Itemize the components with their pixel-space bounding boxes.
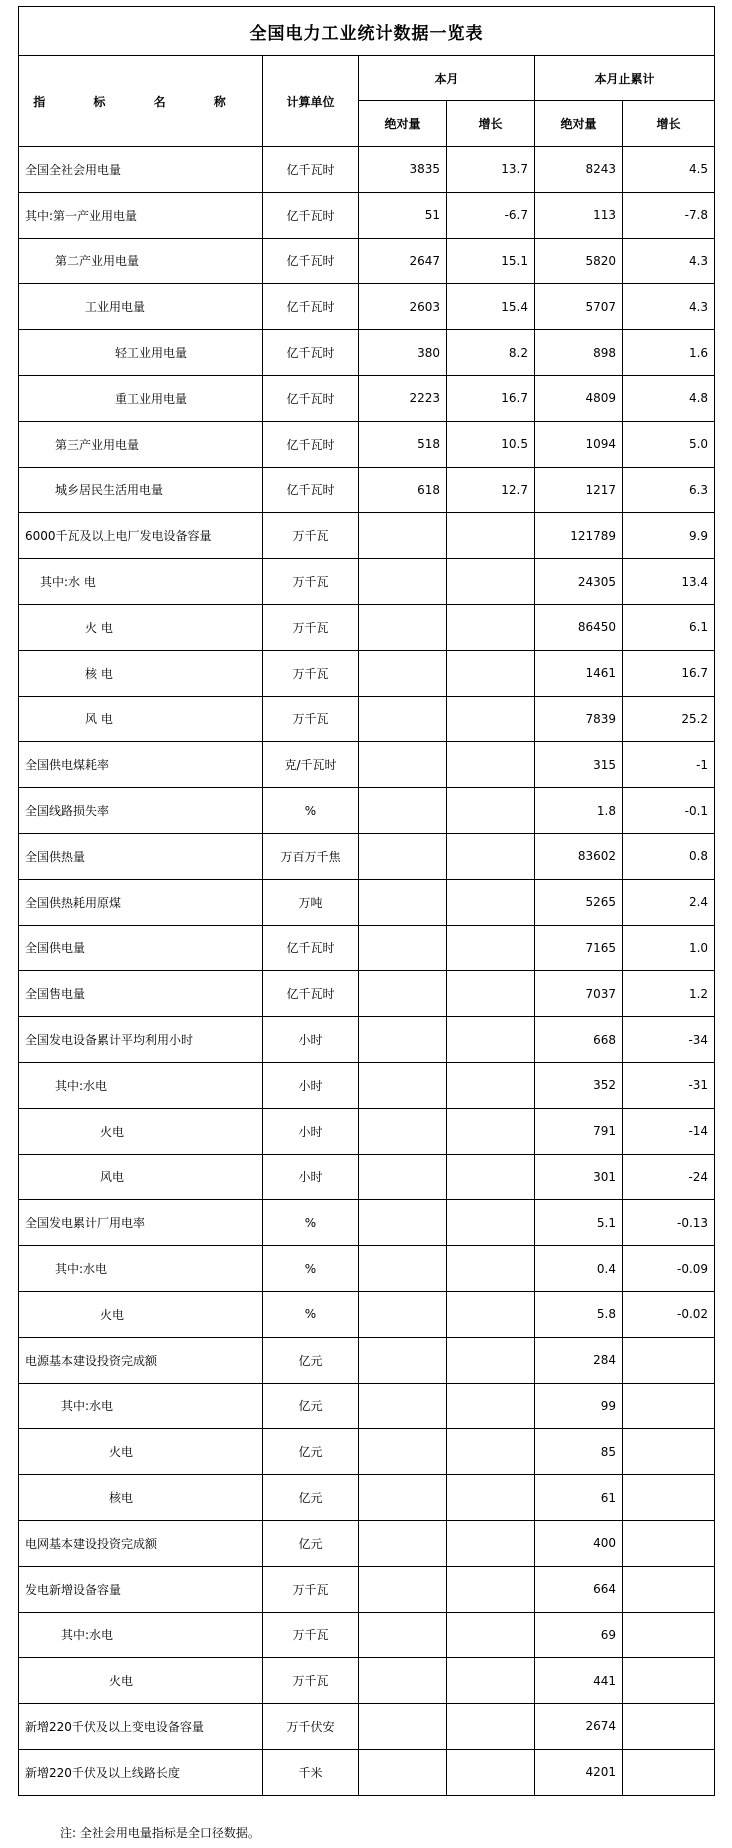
cumulative-growth-cell: [623, 1475, 715, 1521]
header-month-growth: 增长: [447, 101, 535, 147]
cumulative-growth-cell: 0.8: [623, 833, 715, 879]
cumulative-absolute-cell: 898: [535, 330, 623, 376]
month-absolute-cell: [359, 1200, 447, 1246]
month-growth-cell: [447, 1383, 535, 1429]
cumulative-absolute-cell: 668: [535, 1017, 623, 1063]
unit-cell: 小时: [263, 1154, 359, 1200]
indicator-name-cell: 火电: [19, 1658, 263, 1704]
month-growth-cell: [447, 1704, 535, 1750]
cumulative-growth-cell: -31: [623, 1062, 715, 1108]
unit-cell: 万千瓦: [263, 604, 359, 650]
unit-cell: 亿千瓦时: [263, 147, 359, 193]
header-unit: 计算单位: [263, 56, 359, 147]
table-row: [19, 833, 715, 879]
month-absolute-cell: 2603: [359, 284, 447, 330]
table-title: 全国电力工业统计数据一览表: [19, 7, 715, 56]
unit-cell: 亿千瓦时: [263, 192, 359, 238]
month-absolute-cell: [359, 513, 447, 559]
month-absolute-cell: [359, 788, 447, 834]
month-growth-cell: 15.1: [447, 238, 535, 284]
table-row: [19, 879, 715, 925]
indicator-name-cell: 全国供电量: [19, 925, 263, 971]
indicator-name-cell: 火电: [19, 1108, 263, 1154]
cumulative-growth-cell: 13.4: [623, 559, 715, 605]
unit-cell: 亿千瓦时: [263, 284, 359, 330]
cumulative-absolute-cell: 5.8: [535, 1291, 623, 1337]
month-absolute-cell: [359, 1062, 447, 1108]
month-absolute-cell: [359, 1383, 447, 1429]
table-row: [19, 1520, 715, 1566]
indicator-name-cell: 全国供热量: [19, 833, 263, 879]
unit-cell: 亿千瓦时: [263, 971, 359, 1017]
table-row: [19, 1658, 715, 1704]
month-growth-cell: [447, 1749, 535, 1795]
table-row: [19, 1246, 715, 1292]
indicator-name-cell: 核电: [19, 1475, 263, 1521]
unit-cell: 千米: [263, 1749, 359, 1795]
unit-cell: 万千瓦: [263, 1566, 359, 1612]
cumulative-growth-cell: 6.1: [623, 604, 715, 650]
cumulative-growth-cell: -14: [623, 1108, 715, 1154]
cumulative-absolute-cell: 85: [535, 1429, 623, 1475]
unit-cell: %: [263, 1200, 359, 1246]
table-row: [19, 375, 715, 421]
unit-cell: 小时: [263, 1017, 359, 1063]
month-absolute-cell: [359, 696, 447, 742]
cumulative-growth-cell: -0.13: [623, 1200, 715, 1246]
indicator-name-cell: 全国售电量: [19, 971, 263, 1017]
cumulative-growth-cell: -1: [623, 742, 715, 788]
indicator-name-cell: 其中:水电: [19, 1612, 263, 1658]
indicator-name-cell: 6000千瓦及以上电厂发电设备容量: [19, 513, 263, 559]
month-growth-cell: [447, 1200, 535, 1246]
indicator-name-cell: 其中:水 电: [19, 559, 263, 605]
table-row: [19, 925, 715, 971]
unit-cell: 万千瓦: [263, 1658, 359, 1704]
table-row: [19, 1475, 715, 1521]
cumulative-growth-cell: [623, 1337, 715, 1383]
month-absolute-cell: [359, 1429, 447, 1475]
cumulative-absolute-cell: 664: [535, 1566, 623, 1612]
table-row: [19, 513, 715, 559]
month-growth-cell: [447, 696, 535, 742]
month-growth-cell: 8.2: [447, 330, 535, 376]
month-absolute-cell: [359, 1337, 447, 1383]
month-absolute-cell: [359, 879, 447, 925]
table-row: [19, 1612, 715, 1658]
cumulative-absolute-cell: 24305: [535, 559, 623, 605]
unit-cell: 亿千瓦时: [263, 925, 359, 971]
indicator-name-cell: 轻工业用电量: [19, 330, 263, 376]
unit-cell: 亿千瓦时: [263, 375, 359, 421]
month-growth-cell: [447, 1429, 535, 1475]
month-growth-cell: [447, 925, 535, 971]
month-absolute-cell: [359, 742, 447, 788]
unit-cell: %: [263, 1291, 359, 1337]
indicator-name-cell: 其中:水电: [19, 1062, 263, 1108]
unit-cell: 万百万千焦: [263, 833, 359, 879]
cumulative-growth-cell: 5.0: [623, 421, 715, 467]
table-row: [19, 1062, 715, 1108]
table-row: [19, 788, 715, 834]
month-absolute-cell: 380: [359, 330, 447, 376]
unit-cell: 万千瓦: [263, 559, 359, 605]
month-absolute-cell: [359, 1520, 447, 1566]
cumulative-growth-cell: 2.4: [623, 879, 715, 925]
table-body: [19, 147, 715, 1796]
unit-cell: 亿千瓦时: [263, 421, 359, 467]
table-row: [19, 696, 715, 742]
table-row: [19, 559, 715, 605]
footnote: 注: 全社会用电量指标是全口径数据。: [60, 1826, 260, 1840]
cumulative-growth-cell: [623, 1520, 715, 1566]
indicator-name-cell: 火电: [19, 1429, 263, 1475]
month-growth-cell: [447, 742, 535, 788]
cumulative-absolute-cell: 86450: [535, 604, 623, 650]
month-growth-cell: [447, 833, 535, 879]
table-row: [19, 604, 715, 650]
table-row: [19, 1200, 715, 1246]
month-growth-cell: [447, 559, 535, 605]
month-growth-cell: [447, 604, 535, 650]
cumulative-growth-cell: [623, 1429, 715, 1475]
indicator-name-cell: 全国供热耗用原煤: [19, 879, 263, 925]
cumulative-absolute-cell: 5820: [535, 238, 623, 284]
cumulative-absolute-cell: 7165: [535, 925, 623, 971]
month-growth-cell: [447, 1246, 535, 1292]
table-row: [19, 650, 715, 696]
month-absolute-cell: [359, 1246, 447, 1292]
month-absolute-cell: 2223: [359, 375, 447, 421]
header-this-month: 本月: [359, 56, 535, 101]
cumulative-absolute-cell: 301: [535, 1154, 623, 1200]
unit-cell: 万千瓦: [263, 696, 359, 742]
month-growth-cell: [447, 788, 535, 834]
cumulative-absolute-cell: 99: [535, 1383, 623, 1429]
cumulative-growth-cell: -34: [623, 1017, 715, 1063]
month-growth-cell: [447, 1658, 535, 1704]
month-absolute-cell: [359, 1658, 447, 1704]
cumulative-absolute-cell: 0.4: [535, 1246, 623, 1292]
indicator-name-cell: 火电: [19, 1291, 263, 1337]
month-absolute-cell: [359, 1749, 447, 1795]
indicator-name-cell: 第三产业用电量: [19, 421, 263, 467]
unit-cell: 万千瓦: [263, 650, 359, 696]
month-growth-cell: -6.7: [447, 192, 535, 238]
cumulative-absolute-cell: 1094: [535, 421, 623, 467]
table-row: [19, 238, 715, 284]
month-absolute-cell: [359, 1612, 447, 1658]
cumulative-absolute-cell: 5265: [535, 879, 623, 925]
indicator-name-cell: 全国线路损失率: [19, 788, 263, 834]
cumulative-growth-cell: -7.8: [623, 192, 715, 238]
table-row: [19, 192, 715, 238]
month-growth-cell: [447, 1291, 535, 1337]
indicator-name-cell: 新增220千伏及以上变电设备容量: [19, 1704, 263, 1750]
cumulative-absolute-cell: 4201: [535, 1749, 623, 1795]
table-row: [19, 1108, 715, 1154]
cumulative-absolute-cell: 7037: [535, 971, 623, 1017]
month-growth-cell: [447, 1475, 535, 1521]
month-growth-cell: [447, 1612, 535, 1658]
cumulative-growth-cell: 6.3: [623, 467, 715, 513]
header-cumulative: 本月止累计: [535, 56, 715, 101]
table-row: [19, 1749, 715, 1795]
cumulative-growth-cell: [623, 1658, 715, 1704]
month-absolute-cell: [359, 650, 447, 696]
month-growth-cell: [447, 1337, 535, 1383]
indicator-name-cell: 电网基本建设投资完成额: [19, 1520, 263, 1566]
unit-cell: 万千伏安: [263, 1704, 359, 1750]
cumulative-absolute-cell: 400: [535, 1520, 623, 1566]
cumulative-growth-cell: 4.3: [623, 238, 715, 284]
table-row: [19, 1383, 715, 1429]
table-row: [19, 1704, 715, 1750]
month-growth-cell: [447, 971, 535, 1017]
cumulative-absolute-cell: 5.1: [535, 1200, 623, 1246]
unit-cell: 亿千瓦时: [263, 467, 359, 513]
month-absolute-cell: 618: [359, 467, 447, 513]
month-absolute-cell: 518: [359, 421, 447, 467]
table-row: [19, 971, 715, 1017]
month-growth-cell: [447, 1520, 535, 1566]
unit-cell: 亿元: [263, 1520, 359, 1566]
cumulative-growth-cell: -0.02: [623, 1291, 715, 1337]
cumulative-absolute-cell: 2674: [535, 1704, 623, 1750]
table-row: [19, 1566, 715, 1612]
indicator-name-cell: 其中:第一产业用电量: [19, 192, 263, 238]
cumulative-absolute-cell: 315: [535, 742, 623, 788]
cumulative-growth-cell: [623, 1612, 715, 1658]
cumulative-growth-cell: 4.8: [623, 375, 715, 421]
unit-cell: 亿元: [263, 1383, 359, 1429]
cumulative-absolute-cell: 8243: [535, 147, 623, 193]
unit-cell: 亿千瓦时: [263, 330, 359, 376]
month-growth-cell: 16.7: [447, 375, 535, 421]
unit-cell: 亿元: [263, 1475, 359, 1521]
cumulative-absolute-cell: 791: [535, 1108, 623, 1154]
cumulative-growth-cell: 1.0: [623, 925, 715, 971]
indicator-name-cell: 风 电: [19, 696, 263, 742]
header-cumulative-growth: 增长: [623, 101, 715, 147]
table-row: [19, 147, 715, 193]
indicator-name-cell: 新增220千伏及以上线路长度: [19, 1749, 263, 1795]
cumulative-growth-cell: -0.1: [623, 788, 715, 834]
month-absolute-cell: 3835: [359, 147, 447, 193]
cumulative-absolute-cell: 4809: [535, 375, 623, 421]
cumulative-growth-cell: 4.5: [623, 147, 715, 193]
cumulative-absolute-cell: 5707: [535, 284, 623, 330]
month-growth-cell: [447, 513, 535, 559]
unit-cell: 小时: [263, 1062, 359, 1108]
month-absolute-cell: [359, 971, 447, 1017]
cumulative-growth-cell: [623, 1749, 715, 1795]
unit-cell: 亿千瓦时: [263, 238, 359, 284]
table-row: [19, 1337, 715, 1383]
unit-cell: 万千瓦: [263, 513, 359, 559]
statistics-table: [18, 6, 715, 1796]
header-month-absolute: 绝对量: [359, 101, 447, 147]
indicator-name-cell: 全国发电设备累计平均利用小时: [19, 1017, 263, 1063]
month-absolute-cell: 2647: [359, 238, 447, 284]
indicator-name-cell: 工业用电量: [19, 284, 263, 330]
cumulative-growth-cell: 1.6: [623, 330, 715, 376]
indicator-name-cell: 电源基本建设投资完成额: [19, 1337, 263, 1383]
unit-cell: %: [263, 788, 359, 834]
month-absolute-cell: [359, 833, 447, 879]
month-growth-cell: [447, 879, 535, 925]
month-growth-cell: [447, 1017, 535, 1063]
indicator-name-cell: 发电新增设备容量: [19, 1566, 263, 1612]
cumulative-absolute-cell: 284: [535, 1337, 623, 1383]
indicator-name-cell: 第二产业用电量: [19, 238, 263, 284]
cumulative-growth-cell: 25.2: [623, 696, 715, 742]
cumulative-absolute-cell: 7839: [535, 696, 623, 742]
month-absolute-cell: 51: [359, 192, 447, 238]
month-growth-cell: [447, 1062, 535, 1108]
table-row: [19, 1429, 715, 1475]
month-absolute-cell: [359, 1108, 447, 1154]
table-row: [19, 1017, 715, 1063]
month-absolute-cell: [359, 604, 447, 650]
cumulative-absolute-cell: 69: [535, 1612, 623, 1658]
cumulative-growth-cell: [623, 1383, 715, 1429]
table-row: [19, 1291, 715, 1337]
month-growth-cell: 15.4: [447, 284, 535, 330]
indicator-name-cell: 城乡居民生活用电量: [19, 467, 263, 513]
indicator-name-cell: 风电: [19, 1154, 263, 1200]
indicator-name-cell: 其中:水电: [19, 1383, 263, 1429]
month-growth-cell: [447, 1108, 535, 1154]
month-growth-cell: [447, 1154, 535, 1200]
month-absolute-cell: [359, 1475, 447, 1521]
month-absolute-cell: [359, 1017, 447, 1063]
table-row: [19, 421, 715, 467]
indicator-name-cell: 全国供电煤耗率: [19, 742, 263, 788]
indicator-name-cell: 重工业用电量: [19, 375, 263, 421]
month-absolute-cell: [359, 925, 447, 971]
indicator-name-cell: 火 电: [19, 604, 263, 650]
unit-cell: %: [263, 1246, 359, 1292]
month-absolute-cell: [359, 1566, 447, 1612]
header-indicator-name: 指 标 名 称: [19, 56, 263, 147]
month-absolute-cell: [359, 1704, 447, 1750]
month-growth-cell: 10.5: [447, 421, 535, 467]
cumulative-growth-cell: 16.7: [623, 650, 715, 696]
cumulative-absolute-cell: 441: [535, 1658, 623, 1704]
table-row: [19, 1154, 715, 1200]
indicator-name-cell: 其中:水电: [19, 1246, 263, 1292]
statistics-table-wrapper: [18, 6, 714, 1796]
cumulative-absolute-cell: 1.8: [535, 788, 623, 834]
cumulative-absolute-cell: 83602: [535, 833, 623, 879]
cumulative-growth-cell: [623, 1566, 715, 1612]
month-growth-cell: [447, 650, 535, 696]
cumulative-growth-cell: [623, 1704, 715, 1750]
month-growth-cell: [447, 1566, 535, 1612]
indicator-name-cell: 全国全社会用电量: [19, 147, 263, 193]
cumulative-growth-cell: 9.9: [623, 513, 715, 559]
month-growth-cell: 12.7: [447, 467, 535, 513]
month-growth-cell: 13.7: [447, 147, 535, 193]
cumulative-growth-cell: -0.09: [623, 1246, 715, 1292]
table-row: [19, 467, 715, 513]
cumulative-absolute-cell: 352: [535, 1062, 623, 1108]
month-absolute-cell: [359, 1154, 447, 1200]
indicator-name-cell: 核 电: [19, 650, 263, 696]
cumulative-growth-cell: 4.3: [623, 284, 715, 330]
unit-cell: 克/千瓦时: [263, 742, 359, 788]
table-row: [19, 284, 715, 330]
cumulative-absolute-cell: 113: [535, 192, 623, 238]
cumulative-absolute-cell: 121789: [535, 513, 623, 559]
unit-cell: 小时: [263, 1108, 359, 1154]
cumulative-growth-cell: -24: [623, 1154, 715, 1200]
unit-cell: 亿元: [263, 1337, 359, 1383]
month-absolute-cell: [359, 1291, 447, 1337]
header-cumulative-absolute: 绝对量: [535, 101, 623, 147]
table-row: [19, 330, 715, 376]
cumulative-absolute-cell: 61: [535, 1475, 623, 1521]
unit-cell: 万吨: [263, 879, 359, 925]
cumulative-absolute-cell: 1461: [535, 650, 623, 696]
table-row: [19, 742, 715, 788]
unit-cell: 万千瓦: [263, 1612, 359, 1658]
unit-cell: 亿元: [263, 1429, 359, 1475]
indicator-name-cell: 全国发电累计厂用电率: [19, 1200, 263, 1246]
month-absolute-cell: [359, 559, 447, 605]
cumulative-growth-cell: 1.2: [623, 971, 715, 1017]
cumulative-absolute-cell: 1217: [535, 467, 623, 513]
